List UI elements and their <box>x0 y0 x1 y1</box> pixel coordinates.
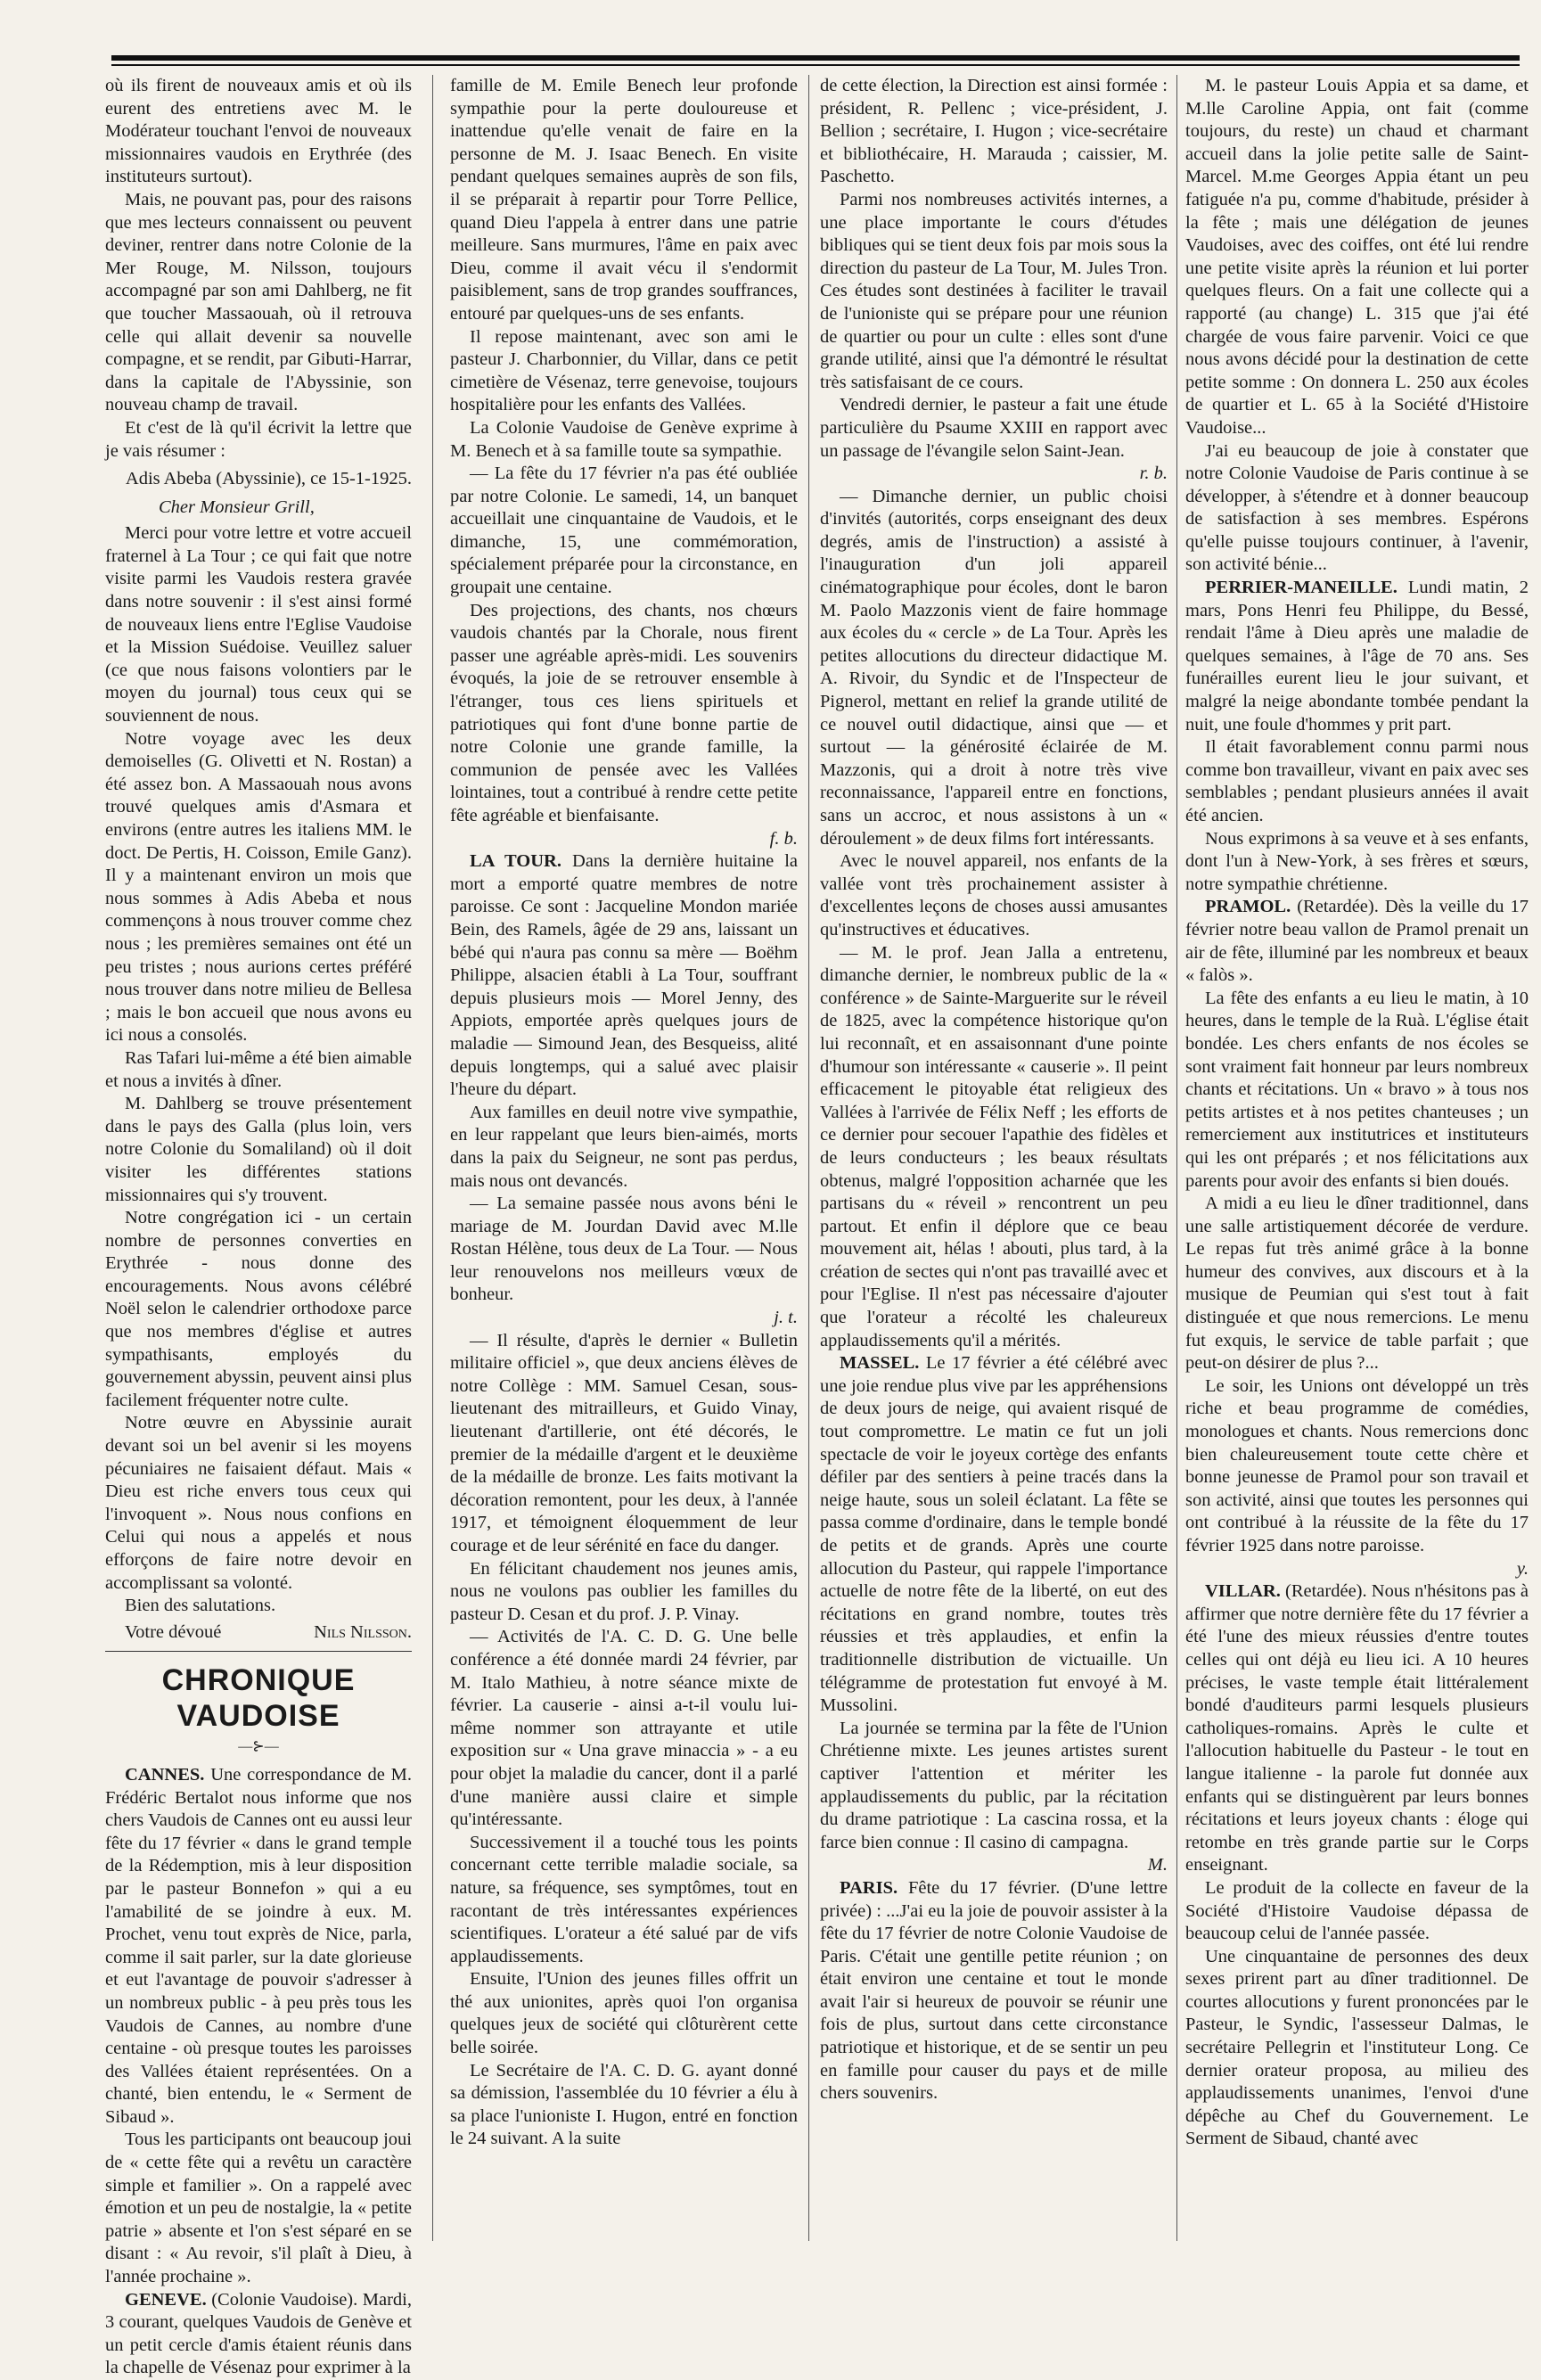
paragraph <box>450 2060 798 2151</box>
paragraph-text: Dans la dernière huitaine la mort a emporté quatre membres de notre paroisse. Ce sont : Jacqueline Mondon mariée Bein, des Ramels, âgée de 29 ans, laissant un bébé qui n'aura pas connu sa mère — Boëhm Philippe, alsacien établi à La Tour, souffrant depuis plusieurs mois — Morel Jenny, des Appiots, emportée après quelques jours de maladie — Simound Jean, des Besqueiss, alité depuis longtemps, qui a salué avec plaisir l'heure du départ. <box>450 851 798 1100</box>
paragraph-text: Il repose maintenant, avec son ami le pasteur J. Charbonnier, du Villar, dans ce petit cimetière de Vésenaz, terre genevoise, toujours hospitalière pour les enfants des Vallées. <box>450 326 798 415</box>
paragraph <box>820 1718 1168 1855</box>
paragraph <box>820 486 1168 851</box>
chronicle-entry <box>1185 1580 1529 1877</box>
chronicle-entry <box>1185 896 1529 987</box>
paragraph-text: Le soir, les Unions ont développé un très riche et beau programme de comédies, monologues et chants. Nous remercions donc bien chaleureusement toute cette chère et bonne jeunesse de Pramol pour son travail et son activité, ainsi que toutes les personnes qui ont contribué à la réussite de la fête du 17 février 1925 dans notre paroisse. <box>1185 1375 1529 1555</box>
paragraph-text: Vendredi dernier, le pasteur a fait une étude particulière du Psaume XXIII en rapport avec un passage de l'évangile selon Saint-Jean. <box>820 395 1168 461</box>
paragraph-text: La fête des enfants a eu lieu le matin, à 10 heures, dans le temple de la Ruà. L'église était bondée. Les chers enfants de nos écoles se sont vraiment fait honneur par leurs nombreux chants et récitations. Un « bravo » à tous nos petits artistes et à nos petites chanteuses ; un remerciement aux institutrices et instituteurs qui les ont préparés ; et nos félicitations aux parents pour avoir des enfants si bien doués. <box>1185 988 1529 1191</box>
column-divider <box>432 75 433 2241</box>
place-name: PARIS. <box>840 1877 898 1898</box>
paragraph-text: La Colonie Vaudoise de Genève exprime à M. Benech et à sa famille toute sa sympathie. <box>450 417 798 461</box>
paragraph <box>820 75 1168 189</box>
paragraph-text: Nous exprimons à sa veuve et à ses enfants, dont l'un à New-York, à ses frères et sœurs, notre sympathie chrétienne. <box>1185 828 1529 894</box>
paragraph <box>450 1102 798 1193</box>
paragraph-text: Une cinquantaine de personnes des deux sexes prirent part au dîner traditionnel. De courtes allocutions y furent prononcées par le Pasteur, le Syndic, l'assesseur Dalmas, le secrétaire Pellegrin et l'instituteur Long. Ce dernier orateur proposa, au milieu des applaudissements unanimes, l'envoi d'une dépêche au Chef du Gouvernement. Le Serment de Sibaud, chanté avec <box>1185 1946 1529 2149</box>
top-rule <box>111 55 1520 61</box>
letter-paragraph: M. Dahlberg se trouve présentement dans le pays des Galla (plus loin, vers notre Colonie du Somaliland) où il doit visiter les différentes stations missionnaires qui s'y trouvent. <box>105 1094 412 1205</box>
chronicle-entry <box>820 1352 1168 1718</box>
column-1 <box>105 75 413 2378</box>
column-4 <box>1185 75 1529 2241</box>
paragraph <box>450 463 798 600</box>
paragraph-text: — Il résulte, d'après le dernier « Bulletin militaire officiel », que deux anciens élèves de notre Collège : MM. Samuel Cesan, sous-lieutenant des mitrailleurs, et Guido Vinay, lieutenant d'artillerie, ont été décorés, le premier de la médaille d'argent et le deuxième de la médaille de bronze. Les faits motivant la décoration remontent, pour les deux, à l'année 1917, et témoignent éloquemment de leur courage et de leur sérénité en face du danger. <box>450 1330 798 1555</box>
place-name: PRAMOL. <box>1205 897 1291 917</box>
letter-paragraph: Bien des salutations. <box>125 1596 276 1616</box>
paragraph-text: Il était favorablement connu parmi nous comme bon travailleur, vivant en paix avec ses semblables ; pendant plusieurs années il avait été ancien. <box>1185 737 1529 825</box>
paragraph <box>450 1330 798 1558</box>
paragraph <box>450 326 798 417</box>
paragraph <box>450 417 798 463</box>
signature: r. b. <box>1139 464 1168 484</box>
paragraph-text: — Dimanche dernier, un public choisi d'invités (autorités, corps enseignant des deux degrés, amis de l'instruction) a assisté à l'inauguration d'un joli appareil cinématographique pour écoles, dont le baron M. Paolo Mazzonis vient de faire hommage aux écoles du « cercle » de La Tour. Après les petites allocutions du directeur didactique M. A. Rivoir, du Syndic et de l'Inspecteur de Pignerol, mettant en relief la grande utilité de ce nouvel outil didactique, ainsi que — et surtout — la générosité éclairée de M. Mazzonis, qui a droit à notre très vive reconnaissance, l'appareil entre en fonctions, sans un accroc, et nous assistons à un « déroulement » de deux films fort intéressants. <box>820 486 1168 849</box>
paragraph <box>450 1832 798 1969</box>
paragraph-text: — La semaine passée nous avons béni le mariage de M. Jourdan David avec M.lle Rostan Hélène, tous deux de La Tour. — Nous leur renouvelons nos meilleurs vœux de bonheur. <box>450 1194 798 1305</box>
paragraph <box>1185 1877 1529 1946</box>
paragraph-text: Le produit de la collecte en faveur de la Société d'Histoire Vaudoise dépassa de beaucoup celui de l'année passée. <box>1185 1877 1529 1944</box>
paragraph-text: M. le pasteur Louis Appia et sa dame, et M.lle Caroline Appia, ont fait (comme toujours, du reste) un chaud et charmant accueil dans la jolie petite salle de Saint-Marcel. M.me Georges Appia étant un peu fatiguée n'a pu, comme d'habitude, présider à la fête ; mais une délégation de jeunes Vaudoises, avec des coiffes, ont été lui rendre une petite visite après la réunion et lui porter quelques fleurs. On a fait une collecte qui a rapporté (au change) L. 315 que j'ai été chargée de vous faire parvenir. Voici ce que nous avons décidé pour la destination de cette petite somme : On donnera L. 250 aux écoles de quartier et L. 65 à la Société d'Histoire Vaudoise... <box>1185 76 1529 438</box>
ornament: —⊱— <box>238 1739 279 1755</box>
paragraph <box>1185 75 1529 440</box>
paragraph <box>820 850 1168 941</box>
paragraph <box>820 394 1168 463</box>
paragraph-text: Parmi nos nombreuses activités internes, a une place importante le cours d'études bibliques qui se tient deux fois par mois sous la direction du pasteur de La Tour, M. Jules Tron. Ces études sont destinées à faciliter le travail de l'unioniste qui se prépare pour une réunion de quartier ou pour un culte : elles sont d'une grande utilité, ainsi que l'a démontré le résultat très satisfaisant de ce cours. <box>820 189 1168 392</box>
column-divider <box>1176 75 1177 2241</box>
closing-text: Votre dévoué <box>125 1621 222 1642</box>
paragraph <box>1185 736 1529 827</box>
paragraph-text: A midi a eu lieu le dîner traditionnel, dans une salle artistiquement décorée de verdure. Le repas fut très animé grâce à la bonne humeur des convives, aux discours et à la musique de Peumian qui s'est tout à fait distinguée et que nous remercions. Le menu fut exquis, le service de table parfait ; que peut-on désirer de plus ?... <box>1185 1194 1529 1374</box>
signature: f. b. <box>769 828 798 849</box>
section-divider <box>105 1651 412 1652</box>
paragraph-text: Ensuite, l'Union des jeunes filles offrit un thé aux unionites, après quoi l'on organisa quelques jeux de société qui clôturèrent cette belle soirée. <box>450 1969 798 2058</box>
paragraph <box>1185 988 1529 1193</box>
letter-closing <box>105 1621 412 1645</box>
paragraph-text: — La fête du 17 février n'a pas été oubliée par notre Colonie. Le samedi, 14, un banquet accueillait une cinquantaine de Vaudois, et le dimanche, 15, une commémoration, spécialement préparée pour la circonstance, en groupait une centaine. <box>450 464 798 598</box>
paragraph-text: Lundi matin, 2 mars, Pons Henri feu Philippe, du Bessé, rendait l'âme à Dieu après une maladie de quelques semaines, à l'âge de 70 ans. Ses funérailles eurent lieu le jour suivant, et malgré la neige abondante tombée pendant la nuit, une foule d'hommes y prit part. <box>1185 578 1529 735</box>
chronicle-entry <box>820 1877 1168 2105</box>
paragraph-text: (Retardée). Nous n'hésitons pas à affirmer que notre dernière fête du 17 février a été l'une des mieux réussies d'entre toutes celles qui ont déjà eu lieu ici. A 10 heures précises, le vaste temple était littéralement bondé d'auditeurs parmi lesquels plusieurs catholiques-romains. Après le culte et l'allocution habituelle du Pasteur - le tout en langue italienne - la parole fut donnée aux enfants qui se distinguèrent par leurs bonnes récitations et leurs joyeux chants : éloge qui retombe en très grande partie sur le Corps enseignant. <box>1185 1581 1529 1875</box>
signature: y. <box>1516 1558 1529 1579</box>
paragraph <box>450 1626 798 1831</box>
place-name: MASSEL. <box>840 1353 920 1374</box>
paragraph: où ils firent de nouveaux amis et où ils eurent des entretiens avec M. le Modérateur touchant l'envoi de nouveaux missionnaires vaudois en Erythrée (des instituteurs surtout). <box>105 76 412 187</box>
paragraph-text: Le Secrétaire de l'A. C. D. G. ayant donné sa démission, l'assemblée du 10 février a élu à sa place l'unioniste I. Hugon, entré en fonction le 24 suivant. A la suite <box>450 2060 798 2149</box>
paragraph-text: La journée se termina par la fête de l'Union Chrétienne mixte. Les jeunes artistes surent captiver l'attention et mériter les applaudissements du public, par la récitation du drame patriotique : La cascina rossa, et la farce bien connue : Il casino di campagna. <box>820 1718 1168 1852</box>
paragraph-text: — M. le prof. Jean Jalla a entretenu, dimanche dernier, le nombreux public de la « conférence » de Sainte-Marguerite sur le réveil de 1825, avec la compétence historique qu'on lui reconnaît, et en assaisonnant d'une pointe d'humour son intéressante « causerie ». Il peint efficacement le pitoyable état religieux des Vallées à l'arrivée de Félix Neff ; les efforts de ce dernier pour secouer l'apathie des fidèles et de leurs conducteurs ; les beaux résultats obtenus, malgré l'opposition acharnée que les partisans du « réveil » rencontrent un peu partout. Et enfin il déplore que ce beau mouvement ait, hélas ! abouti, plus tard, à la création de sectes qui n'ont pas travaillé avec et pour l'Eglise. Il n'est pas nécessaire d'ajouter que l'orateur a récolté les chaleureux applaudissements qu'il a mérités. <box>820 942 1168 1350</box>
paragraph-text: (Retardée). Dès la veille du 17 février notre beau vallon de Pramol prenait un air de fête, illuminé par les nombreux et beaux « falòs ». <box>1185 897 1529 986</box>
paragraph <box>1185 828 1529 897</box>
paragraph <box>450 1558 798 1627</box>
paragraph-text: Le 17 février a été célébré avec une joie rendue plus vive par les appréhensions de deux jours de neige, qui avaient risqué de tout compromettre. Le matin ce fut un joli spectacle de voir le joyeux cortège des enfants défiler par des sentiers à peine tracés dans la neige haute, sous un soleil éclatant. La fête se passa comme d'ordinaire, dans le temple bondé de petits et de grands. Après une courte allocution du Pasteur, qui rappele l'importance actuelle de notre fête de la liberté, on eut des récitations en grand nombre, toutes très réussies et très applaudies, et enfin la traditionnelle distribution de victuaille. Un télégramme de protestation fut envoyé à M. Mussolini. <box>820 1353 1168 1716</box>
chronicle-entry: Tous les participants ont beaucoup joui de « cette fête qui a revêtu un caractère simple et familier ». On a rappelé avec émotion et un peu de nostalgie, la « petite patrie » absente et l'on s'est séparé en se disant : « Au revoir, s'il plaît à Dieu, à l'année prochaine ». <box>105 2130 412 2287</box>
paragraph: Et c'est de là qu'il écrivit la lettre que je vais résumer : <box>105 417 412 461</box>
letter-salutation: Cher Monsieur Grill, <box>159 497 315 517</box>
chronicle-entry <box>1185 577 1529 736</box>
letter-paragraph: Notre voyage avec les deux demoiselles (G. Olivetti et N. Rostan) a été assez bon. A Massaouah nous avons trouvé quelques amis d'Asmara et environs (entre autres les italiens MM. le doct. De Pertis, H. Coisson, Emile Ganz). Il y a maintenant environ un mois que nous sommes à Adis Abeba et nous commençons à nous trouver comme chez nous ; les premières semaines ont été un peu tristes ; nous aurions certes préféré nous trouver dans notre milieu de Bellesa ; mais le bon accueil que nous avons eu ici nous a consolés. <box>105 728 412 1046</box>
paragraph-text: Avec le nouvel appareil, nos enfants de la vallée vont très prochainement assister à d'excellentes leçons de choses aussi amusantes qu'instructives et éducatives. <box>820 851 1168 940</box>
column-3 <box>820 75 1168 2241</box>
paragraph-text: J'ai eu beaucoup de joie à constater que notre Colonie Vaudoise de Paris continue à se développer, à s'étendre et à donner beaucoup de satisfaction à ses membres. Espérons qu'elle puisse toujours continuer, à l'avenir, son activité bénie... <box>1185 440 1529 575</box>
paragraph-text: Successivement il a touché tous les points concernant cette terrible maladie sociale, sa nature, sa fréquence, ses symptômes, tout en racontant de très intéressantes expériences scientifiques. L'orateur a été salué par de vifs applaudissements. <box>450 1832 798 1966</box>
letter-paragraph: Merci pour votre lettre et votre accueil fraternel à La Tour ; ce qui fait que notre visite parmi les Vaudois restera gravée dans notre souvenir : il s'est ainsi formé de nouveaux liens entre l'Eglise Vaudoise et la Mission Suédoise. Veuillez saluer (ce que nous faisons volontiers par le moyen du journal) tous ceux qui se souviennent de nous. <box>105 523 412 726</box>
letter-paragraph: Notre congrégation ici - un certain nombre de personnes converties en Erythrée - nous donne des encouragements. Nous avons célébré Noël selon le calendrier orthodoxe parce que nos membres d'église et autres sympathisants, employés du gouvernement abyssin, peuvent ainsi plus facilement fréquenter notre culte. <box>105 1208 412 1410</box>
paragraph <box>1185 1193 1529 1375</box>
signature: j. t. <box>774 1308 798 1328</box>
paragraph-text: Fête du 17 février. (D'une lettre privée) : ...J'ai eu la joie de pouvoir assister à la fête du 17 février de notre Colonie Vaudoise de Paris. C'était une gentille petite réunion ; on était environ une centaine et tout le monde avait l'air si heureux de pouvoir se réunir une fois de plus, surtout dans cette circonstance patriotique et historique, et de se sentir un peu en famille pour causer du pays et de mille chers souvenirs. <box>820 1877 1168 2104</box>
chronicle-entry: GENEVE. (Colonie Vaudoise). Mardi, 3 courant, quelques Vaudois de Genève et un petit cercle d'amis étaient réunis dans la chapelle de Vésenaz pour exprimer à la <box>105 2289 412 2378</box>
paragraph: Mais, ne pouvant pas, pour des raisons que mes lecteurs connaissent ou peuvent deviner, rentrer dans notre Colonie de la Mer Rouge, M. Nilsson, toujours accompagné par son ami Dahlberg, ne fit que toucher Massaouah, où il retrouva celle qui allait devenir sa nouvelle compagne, et se rendit, par Gibuti-Harrar, dans la capitale de l'Abyssinie, son nouveau champ de travail. <box>105 189 412 415</box>
chronicle-entry: CANNES. Une correspondance de M. Frédéric Bertalot nous informe que nos chers Vaudois de Cannes ont eu aussi leur fête du 17 février « dans le grand temple de la Rédemption, mis à leur disposition par le pasteur Bonnefon » qui a eu l'amabilité de se joindre à eux. M. Prochet, venu tout exprès de Nice, parla, comme il sait parler, sur la date glorieuse et eut l'avantage de pouvoir s'adresser à un nombreux public - à peu près tous les Vaudois de Cannes, au nombre d'une centaine - où presque toutes les paroisses des Vallées étaient représentées. On a chanté, bien entendu, le « Serment de Sibaud ». <box>105 1764 413 2127</box>
paragraph-text: Des projections, des chants, nos chœurs vaudois chantés par la Chorale, nous firent passer une agréable après-midi. Les souvenirs évoqués, la joie de se retrouver ensemble à l'étranger, tous ces liens spirituels et patriotiques qui font d'une bonne partie de notre Colonie une grande famille, la communion de pensée avec les Vallées lointaines, tout a contribué à rendre cette petite fête agréable et bienfaisante. <box>450 600 798 825</box>
paragraph <box>1185 1375 1529 1558</box>
paragraph-text: — Activités de l'A. C. D. G. Une belle conférence a été donnée mardi 24 février, par M. Italo Mathieu, à notre séance mixte de février. La causerie - ainsi a-t-il voulu lui-même nommer son attrayante et utile exposition sur « Una grave minaccia » - a eu pour objet la maladie du cancer, dont il a parlé d'une manière aussi claire et simple qu'intéressante. <box>450 1627 798 1830</box>
paragraph <box>820 189 1168 394</box>
column-2 <box>450 75 798 2241</box>
paragraph-text: famille de M. Emile Benech leur profonde sympathie pour la perte douloureuse et inattendue qu'elle venait de faire en la personne de M. J. Isaac Benech. En visite pendant quelques semaines auprès de son fils, il se préparait à repartir pour Torre Pellice, quand Dieu l'appela à entrer dans une patrie meilleure. Sans murmures, l'âme en paix avec Dieu, comme il avait vécu il s'endormit paisiblement, sans de trop grandes souffrances, entouré par quelques-uns de ses enfants. <box>450 76 798 324</box>
paragraph-text: de cette élection, la Direction est ainsi formée : président, R. Pellenc ; vice-président, J. Bellion ; secrétaire, I. Hugon ; vice-secrétaire et bibliothécaire, H. Marauda ; caissier, M. Paschetto. <box>820 76 1168 187</box>
place-name: LA TOUR. <box>470 851 561 872</box>
paragraph-text: Aux familles en deuil notre vive sympathie, en leur rappelant que leurs bien-aimés, morts dans la paix du Seigneur, ne sont pas perdus, mais nous ont devancés. <box>450 1102 798 1191</box>
letter-paragraph: Notre œuvre en Abyssinie aurait devant soi un bel avenir si les moyens pécuniaires ne faisaient défaut. Mais « Dieu est riche envers tous ceux qui l'invoquent ». Nous nous confions en Celui qui nous a appelés et nous efforçons de faire notre devoir en accomplissant sa volonté. <box>105 1413 412 1593</box>
place-name: VILLAR. <box>1205 1581 1281 1602</box>
column-divider <box>808 75 809 2241</box>
paragraph <box>450 1193 798 1307</box>
letter-signature: Nils Nilsson. <box>314 1621 412 1642</box>
paragraph <box>1185 440 1529 578</box>
paragraph <box>450 1968 798 2059</box>
paragraph <box>450 75 798 326</box>
paragraph-text: En félicitant chaudement nos jeunes amis, nous ne voulons pas oublier les familles du pasteur D. Cesan et du prof. J. P. Vinay. <box>450 1558 798 1624</box>
paragraph <box>450 600 798 828</box>
letter-paragraph: Ras Tafari lui-même a été bien aimable et nous a invités à dîner. <box>105 1047 412 1091</box>
section-heading: CHRONIQUE VAUDOISE <box>161 1663 356 1734</box>
chronicle-entry <box>450 850 798 1102</box>
paragraph <box>820 942 1168 1353</box>
paragraph <box>1185 1946 1529 2151</box>
signature: M. <box>1147 1855 1168 1875</box>
letter-dateline: Adis Abeba (Abyssinie), ce 15-1-1925. <box>125 469 412 489</box>
place-name: PERRIER-MANEILLE. <box>1205 578 1398 598</box>
top-rule-thin <box>111 64 1520 66</box>
